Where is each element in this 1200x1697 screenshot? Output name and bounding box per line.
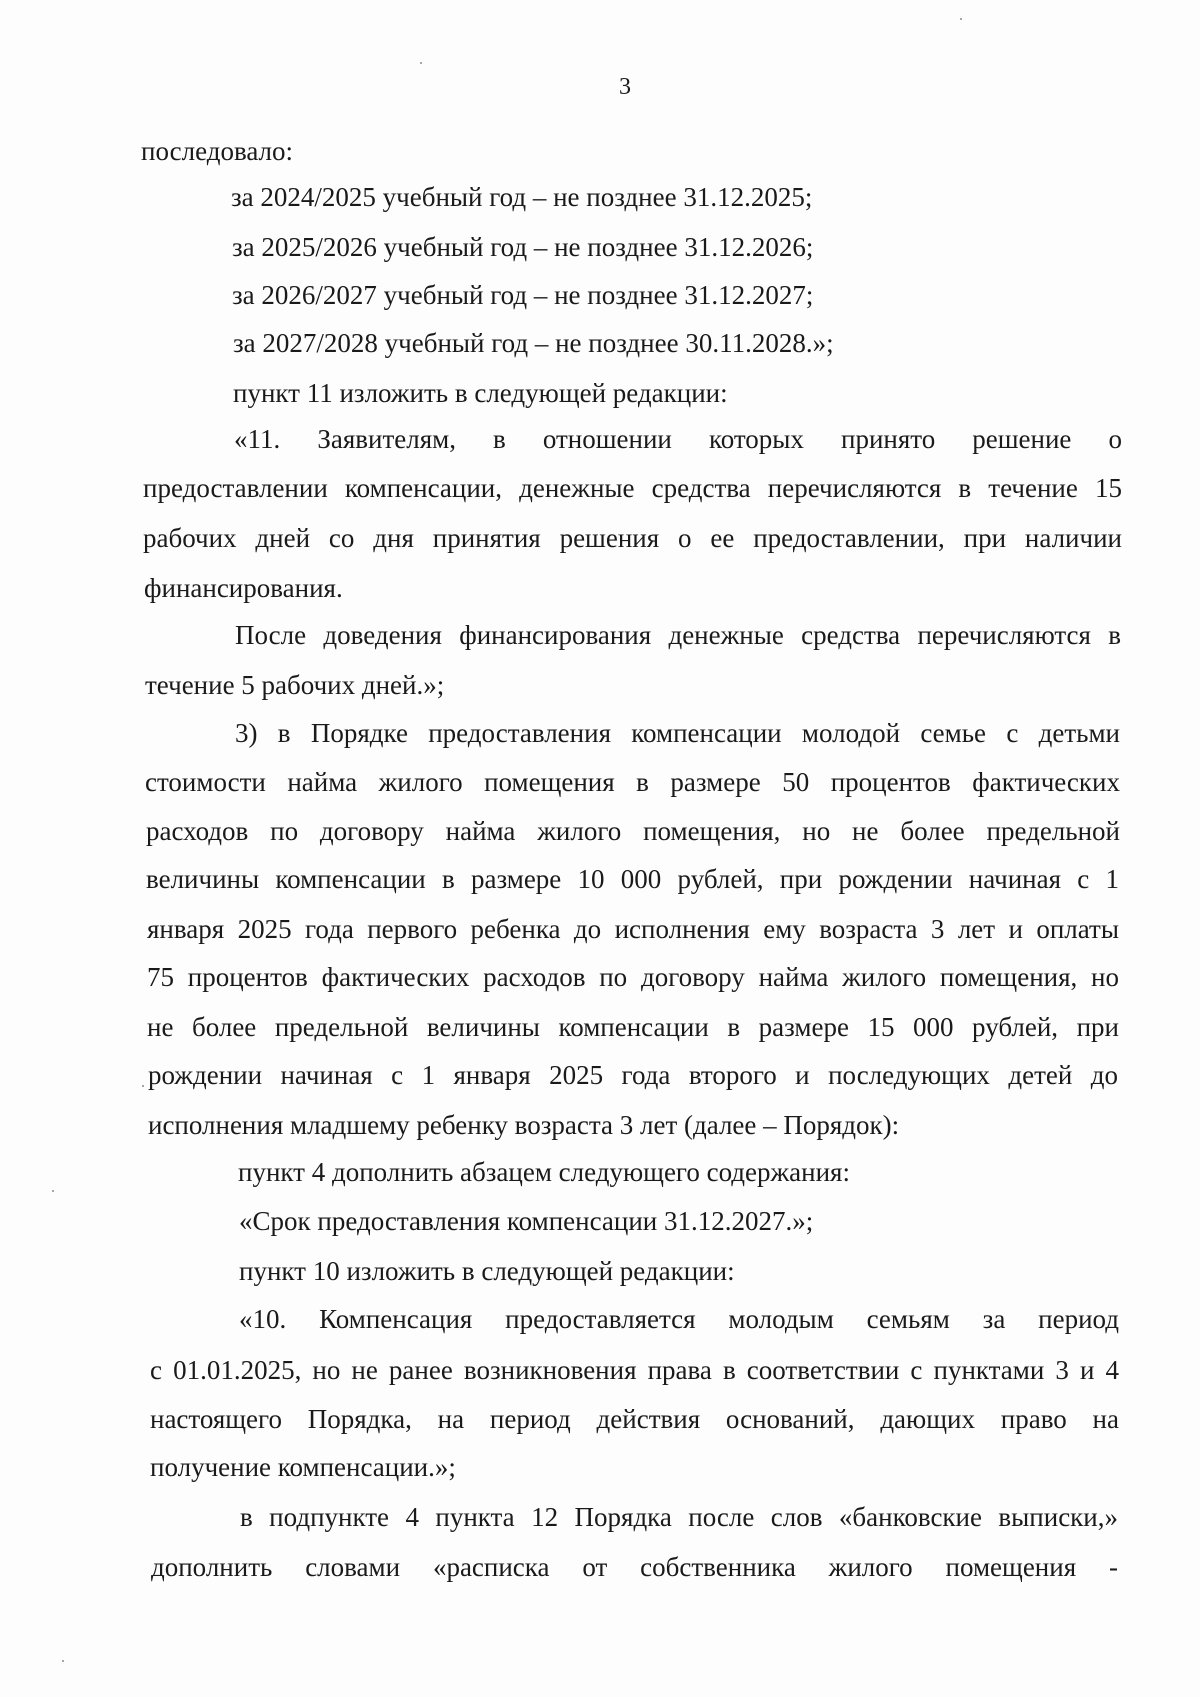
text-line: последовало: <box>141 136 294 166</box>
text-line: рабочих дней со дня принятия решения о ее предоставлении, при наличии <box>143 523 1122 553</box>
scan-speck <box>960 18 962 20</box>
text-line: пункт 10 изложить в следующей редакции: <box>239 1256 735 1286</box>
page-number: 3 <box>619 74 631 100</box>
text-line: течение 5 рабочих дней.»; <box>145 670 445 700</box>
text-line: с 01.01.2025, но не ранее возникновения права в соответствии с пунктами 3 и 4 <box>150 1355 1119 1385</box>
text-line: «Срок предоставления компенсации 31.12.2027.»; <box>239 1206 814 1236</box>
text-line: «11. Заявителям, в отношении которых принято решение о <box>234 424 1122 454</box>
text-line: финансирования. <box>144 573 343 603</box>
text-line: за 2026/2027 учебный год – не позднее 31.12.2027; <box>232 280 814 310</box>
text-line: 3) в Порядке предоставления компенсации молодой семье с детьми <box>235 718 1120 748</box>
scan-speck <box>62 1660 64 1662</box>
text-line: дополнить словами «расписка от собственника жилого помещения - <box>151 1552 1118 1582</box>
scan-speck <box>52 1190 54 1192</box>
text-line: 75 процентов фактических расходов по договору найма жилого помещения, но <box>147 962 1119 992</box>
text-line: в подпункте 4 пункта 12 Порядка после слов «банковские выписки,» <box>240 1502 1118 1532</box>
text-line: пункт 11 изложить в следующей редакции: <box>233 378 728 408</box>
text-line: за 2027/2028 учебный год – не позднее 30.11.2028.»; <box>233 328 834 358</box>
text-line: величины компенсации в размере 10 000 рублей, при рождении начиная с 1 <box>146 864 1119 894</box>
text-line: расходов по договору найма жилого помещения, но не более предельной <box>146 816 1120 846</box>
text-line: января 2025 года первого ребенка до исполнения ему возраста 3 лет и оплаты <box>147 914 1119 944</box>
text-line: стоимости найма жилого помещения в размере 50 процентов фактических <box>145 767 1120 797</box>
text-line: пункт 4 дополнить абзацем следующего содержания: <box>238 1157 850 1187</box>
text-line: рождении начиная с 1 января 2025 года второго и последующих детей до <box>148 1060 1118 1090</box>
text-line: за 2024/2025 учебный год – не позднее 31.12.2025; <box>231 182 813 212</box>
text-line: за 2025/2026 учебный год – не позднее 31.12.2026; <box>232 232 814 262</box>
text-line: настоящего Порядка, на период действия оснований, дающих право на <box>150 1404 1119 1434</box>
text-line: не более предельной величины компенсации в размере 15 000 рублей, при <box>147 1012 1119 1042</box>
text-line: «10. Компенсация предоставляется молодым семьям за период <box>239 1304 1119 1334</box>
text-line: получение компенсации.»; <box>150 1452 456 1482</box>
text-line: исполнения младшему ребенку возраста 3 лет (далее – Порядок): <box>148 1110 900 1140</box>
text-line: предоставлении компенсации, денежные средства перечисляются в течение 15 <box>143 473 1122 503</box>
scan-speck <box>420 62 422 64</box>
text-line: После доведения финансирования денежные средства перечисляются в <box>235 620 1121 650</box>
scan-speck <box>142 1085 144 1087</box>
